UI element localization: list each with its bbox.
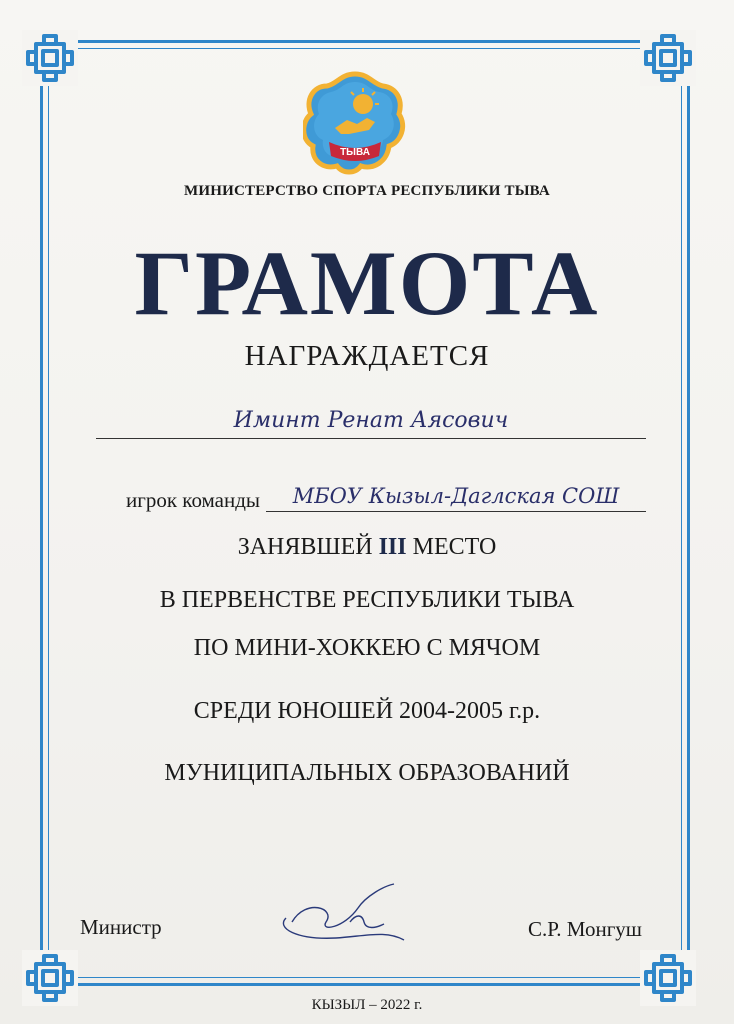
tuva-coat-of-arms-icon xyxy=(303,70,407,178)
team-value: МБОУ Кызыл-Даглская СОШ xyxy=(292,484,620,508)
recipient-name: Иминт Ренат Аясович xyxy=(233,408,509,433)
place-prefix: ЗАНЯВШЕЙ xyxy=(237,534,373,560)
certificate-title: ГРАМОТА xyxy=(134,232,600,334)
signature-icon xyxy=(266,878,416,958)
place-line xyxy=(0,534,734,561)
championship-line: В ПЕРВЕНСТВЕ РЕСПУБЛИКИ ТЫВА xyxy=(159,587,575,613)
team-label: игрок команды xyxy=(126,488,261,512)
endless-knot-icon xyxy=(22,30,78,86)
endless-knot-icon xyxy=(640,30,696,86)
sport-line: ПО МИНИ-ХОККЕЮ С МЯЧОМ xyxy=(193,635,541,661)
awarded-label: НАГРАЖДАЕТСЯ xyxy=(244,340,490,372)
team-underline xyxy=(266,511,646,512)
place-suffix: МЕСТО xyxy=(412,534,497,560)
minister-label: Министр xyxy=(80,915,162,939)
recipient-underline xyxy=(96,438,646,439)
city-year: КЫЗЫЛ – 2022 г. xyxy=(311,997,423,1013)
minister-name: С.Р. Монгуш xyxy=(528,917,642,941)
municipalities-line: МУНИЦИПАЛЬНЫХ ОБРАЗОВАНИЙ xyxy=(164,760,570,786)
place-number: III xyxy=(378,534,407,560)
emblem-text: ТЫВА xyxy=(340,147,370,158)
team-row xyxy=(126,484,646,514)
age-group-line: СРЕДИ ЮНОШЕЙ 2004-2005 г.р. xyxy=(193,698,541,724)
ministry-header: МИНИСТЕРСТВО СПОРТА РЕСПУБЛИКИ ТЫВА xyxy=(184,183,550,199)
